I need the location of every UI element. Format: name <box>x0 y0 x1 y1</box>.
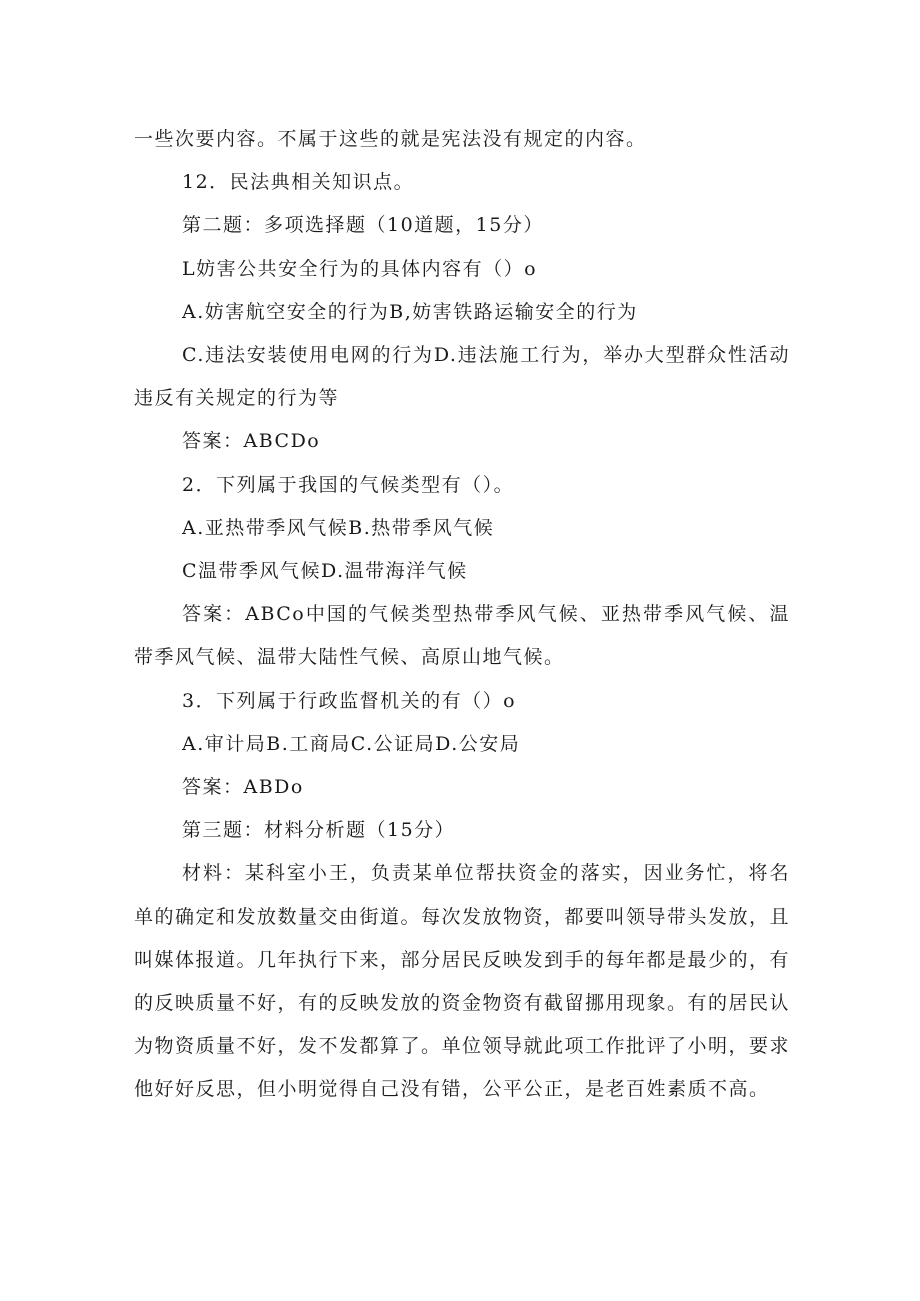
question-1-answer: 答案：ABCDo <box>182 430 321 453</box>
question-2-answer: 答案：ABCo中国的气候类型热带季风气候、亚热带季风气候、温带季风气候、温带大陆性气候、高原山地气候。 <box>134 603 790 669</box>
paragraph-1: 一些次要内容。不属于这些的就是宪法没有规定的内容。 <box>134 128 647 150</box>
section-heading-multiple-choice: 第二题：多项选择题（10道题，15分） <box>182 214 544 237</box>
material-paragraph: 材料：某科室小王，负责某单位帮扶资金的落实，因业务忙，将名单的确定和发放数量交由街道。每次发放物资，都要叫领导带头发放，且叫媒体报道。几年执行下来，部分居民反映发到手的每年都是最少的，有的反映质量不好，有的反映发放的资金物资有截留挪用现象。有的居民认为物资质量不好，发不发都算了。单位领导就此项工作批评了小明，要求他好好反思，但小明觉得自己没有错，公平公正，是老百姓素质不高。 <box>134 862 791 1101</box>
question-2-options-cd: C温带季风气候D.温带海洋气候 <box>182 560 468 583</box>
section-heading-material-analysis: 第三题：材料分析题（15分） <box>182 819 456 842</box>
question-3-answer: 答案：ABDo <box>182 776 304 799</box>
question-2-options-ab: A.亚热带季风气候B.热带季风气候 <box>182 516 495 539</box>
question-2: 2．下列属于我国的气候类型有（）。 <box>182 473 515 496</box>
question-3-options: A.审计局B.工商局C.公证局D.公安局 <box>182 732 521 755</box>
question-1: L妨害公共安全行为的具体内容有（）o <box>182 257 538 280</box>
question-1-options-ab: A.妨害航空安全的行为B,妨害铁路运输安全的行为 <box>182 300 638 323</box>
paragraph-2: 12．民法典相关知识点。 <box>182 171 415 194</box>
question-1-options-cd: C.违法安装使用电网的行为D.违法施工行为，举办大型群众性活动违反有关规定的行为等 <box>134 344 790 410</box>
question-3: 3．下列属于行政监督机关的有（）o <box>182 689 517 712</box>
